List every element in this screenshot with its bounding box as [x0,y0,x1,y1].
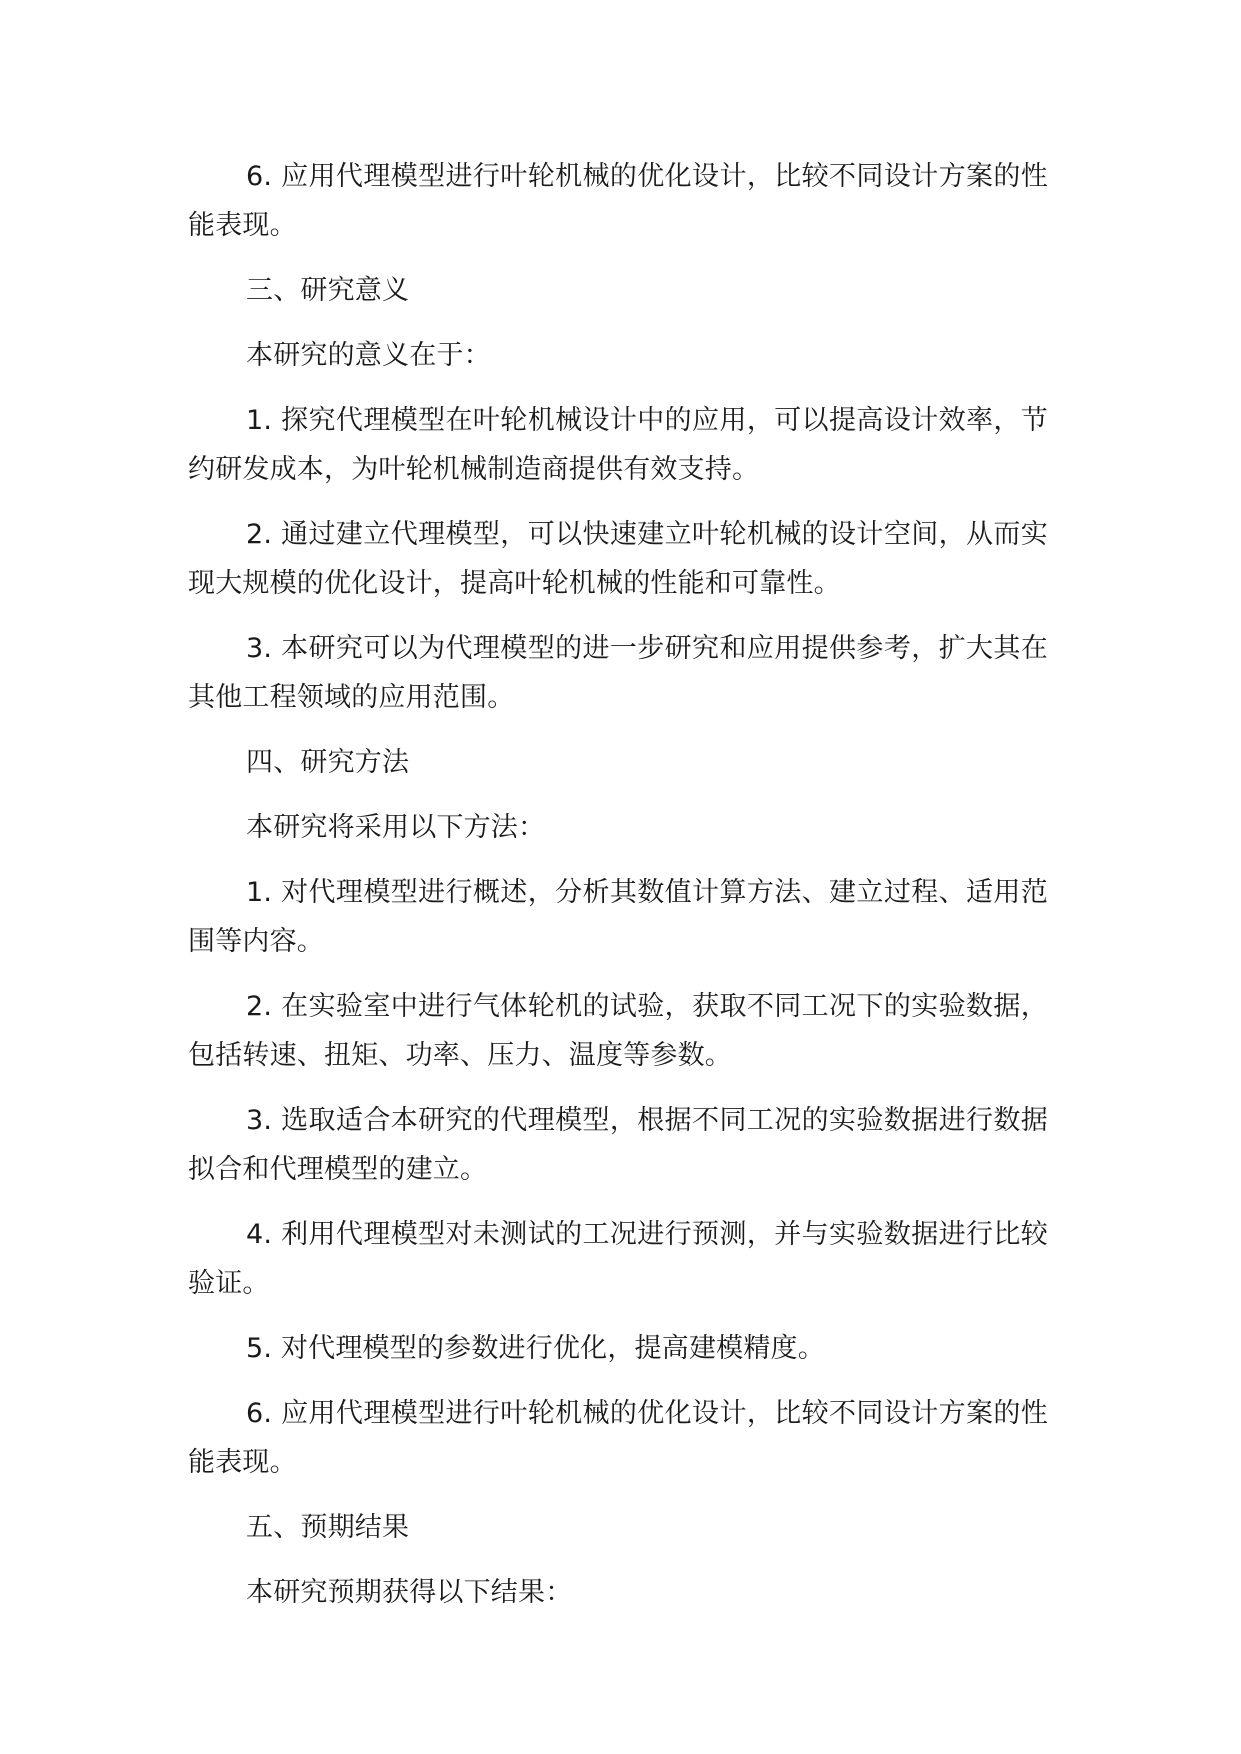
paragraph-significance-3: 3. 本研究可以为代理模型的进一步研究和应用提供参考，扩大其在其他工程领域的应用范围。 [188,633,1048,713]
paragraph-significance-intro: 本研究的意义在于： [246,340,491,371]
paragraph-methods-intro: 本研究将采用以下方法： [246,812,546,843]
paragraph-item-6-intro: 6. 应用代理模型进行叶轮机械的优化设计，比较不同设计方案的性能表现。 [188,161,1048,241]
paragraph-method-6: 6. 应用代理模型进行叶轮机械的优化设计，比较不同设计方案的性能表现。 [188,1398,1048,1478]
paragraph-method-4: 4. 利用代理模型对未测试的工况进行预测，并与实验数据进行比较验证。 [188,1219,1048,1299]
section-heading-methods: 四、研究方法 [246,747,410,778]
paragraph-method-1: 1. 对代理模型进行概述，分析其数值计算方法、建立过程、适用范围等内容。 [188,877,1048,957]
section-heading-significance: 三、研究意义 [246,275,410,306]
paragraph-significance-2: 2. 通过建立代理模型，可以快速建立叶轮机械的设计空间，从而实现大规模的优化设计，提高叶轮机械的性能和可靠性。 [188,519,1048,599]
paragraph-method-2: 2. 在实验室中进行气体轮机的试验，获取不同工况下的实验数据，包括转速、扭矩、功率、压力、温度等参数。 [188,991,1048,1071]
section-heading-expected-results: 五、预期结果 [246,1512,410,1543]
document-body [188,152,1048,1633]
paragraph-significance-1: 1. 探究代理模型在叶轮机械设计中的应用，可以提高设计效率，节约研发成本，为叶轮机械制造商提供有效支持。 [188,405,1048,485]
paragraph-method-5: 5. 对代理模型的参数进行优化，提高建模精度。 [246,1333,825,1364]
paragraph-expected-results-intro: 本研究预期获得以下结果： [246,1577,573,1608]
paragraph-method-3: 3. 选取适合本研究的代理模型，根据不同工况的实验数据进行数据拟合和代理模型的建立。 [188,1105,1048,1185]
